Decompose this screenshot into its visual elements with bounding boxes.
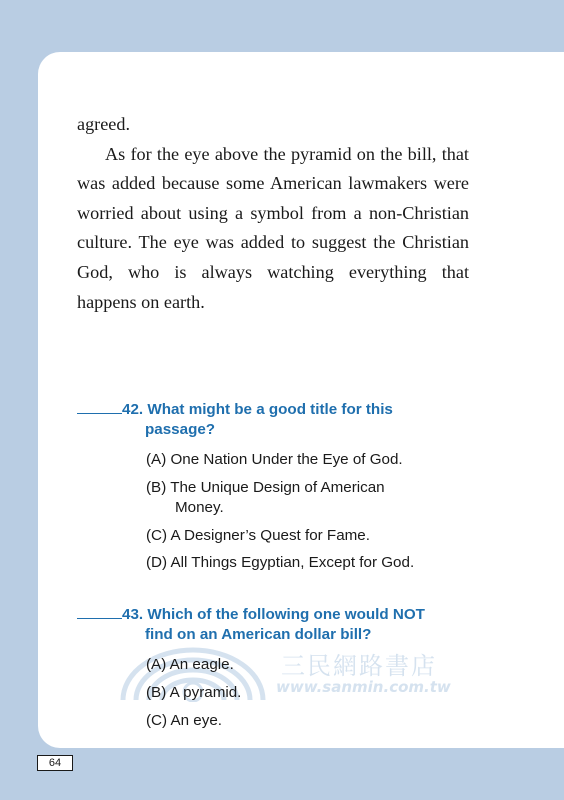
option-a bbox=[146, 655, 446, 675]
option-c bbox=[146, 526, 446, 546]
option-d bbox=[146, 553, 446, 573]
option-c bbox=[146, 711, 446, 731]
option-label: (B) bbox=[146, 684, 167, 701]
question-43 bbox=[77, 604, 477, 645]
answer-blank[interactable] bbox=[77, 399, 122, 414]
option-b bbox=[146, 683, 446, 703]
option-label: (D) bbox=[146, 554, 168, 571]
option-text: An eye. bbox=[170, 712, 222, 729]
page-number: 64 bbox=[37, 755, 73, 771]
watermark-chinese: 三民網路書店 bbox=[281, 652, 437, 680]
option-text: An eagle. bbox=[169, 656, 234, 673]
passage-paragraph: As for the eye above the pyramid on the bill, that was added because some American lawmakers were worried about using a symbol from a non-Christian culture. The eye was added to suggest the Christian God, who is always watching everything that happens on earth. bbox=[77, 143, 469, 312]
passage-paragraph-end: agreed. bbox=[77, 114, 131, 134]
question-42 bbox=[77, 399, 477, 440]
answer-blank[interactable] bbox=[77, 604, 122, 619]
option-label: (C) bbox=[146, 527, 168, 544]
option-label: (A) bbox=[146, 451, 167, 468]
question-number: 43. bbox=[122, 606, 144, 623]
question-text-line1: What might be a good title for this bbox=[147, 401, 393, 418]
question-text-line2: find on an American dollar bill? bbox=[145, 626, 372, 643]
option-text: A Designer’s Quest for Fame. bbox=[170, 527, 370, 544]
option-b bbox=[146, 478, 446, 518]
watermark-url: www.sanmin.com.tw bbox=[276, 678, 451, 696]
question-number: 42. bbox=[122, 401, 144, 418]
passage bbox=[77, 110, 469, 317]
option-label: (C) bbox=[146, 712, 168, 729]
option-label: (B) bbox=[146, 479, 167, 496]
option-text: One Nation Under the Eye of God. bbox=[170, 451, 403, 468]
option-label: (A) bbox=[146, 656, 167, 673]
option-text: The Unique Design of American bbox=[170, 479, 385, 496]
option-a bbox=[146, 450, 446, 470]
option-text: All Things Egyptian, Except for God. bbox=[170, 554, 415, 571]
question-text-line2: passage? bbox=[145, 421, 216, 438]
question-text-line1: Which of the following one would NOT bbox=[147, 606, 425, 623]
option-text: A pyramid. bbox=[169, 684, 242, 701]
option-text-cont: Money. bbox=[175, 499, 224, 516]
